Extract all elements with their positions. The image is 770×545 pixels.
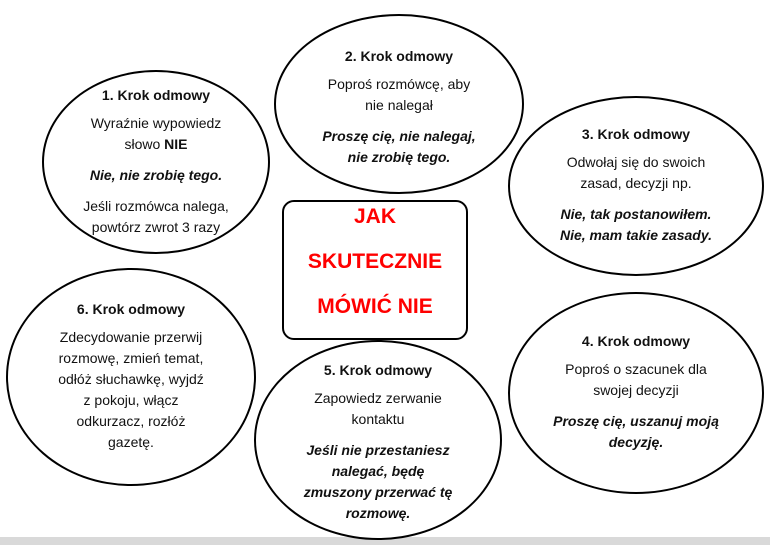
step-2-text: [328, 74, 470, 116]
step-6-text-line4: z pokoju, włącz: [83, 392, 179, 408]
step-1-oval: [42, 70, 270, 254]
step-3-example-line2: Nie, mam takie zasady.: [559, 227, 712, 243]
step-3-example-line1: Nie, tak postanowiłem.: [560, 206, 712, 222]
step-1-extra: [83, 196, 229, 238]
step-4-oval: [508, 292, 764, 494]
step-5-text-line1: Zapowiedz zerwanie: [314, 390, 442, 406]
step-2-example-line2: nie zrobię tego.: [347, 149, 451, 165]
step-2-example: [322, 126, 475, 168]
step-1-example: Nie, nie zrobię tego.: [89, 166, 223, 183]
step-4-text: [565, 359, 707, 401]
step-3-example: [560, 204, 712, 246]
step-6-text-line2: rozmowę, zmień temat,: [58, 350, 204, 366]
step-5-oval: [254, 340, 502, 540]
step-6-text-line5: odkurzacz, rozłóż: [76, 413, 186, 429]
step-5-example: [304, 440, 453, 524]
step-5-example-line2: nalegać, będę: [331, 463, 425, 479]
center-title-line3: MÓWIĆ NIE: [317, 295, 433, 318]
step-2-text-line1: Poproś rozmówcę, aby: [327, 76, 471, 92]
step-1-text: [91, 113, 222, 155]
step-1-title: 1. Krok odmowy: [101, 86, 211, 103]
step-4-example-line1: Proszę cię, uszanuj moją: [553, 413, 719, 429]
step-5-example-line1: Jeśli nie przestaniesz: [306, 442, 450, 458]
step-4-title: 4. Krok odmowy: [581, 333, 691, 349]
center-title-line1: JAK: [353, 205, 396, 228]
step-6-oval: [6, 268, 256, 486]
step-6-text-line1: Zdecydowanie przerwij: [59, 329, 203, 345]
step-6-text-line3: odłóż słuchawkę, wyjdź: [58, 371, 204, 387]
step-4-text-line1: Poproś o szacunek dla: [565, 361, 707, 377]
step-5-text: [314, 388, 442, 430]
step-5-example-line4: rozmowę.: [345, 505, 411, 521]
step-3-text: [567, 152, 706, 194]
step-5-text-line2: kontaktu: [351, 411, 405, 427]
step-4-example: [553, 411, 719, 453]
step-2-oval: [274, 14, 524, 194]
center-title-line2: SKUTECZNIE: [307, 250, 443, 273]
step-5-example-line3: zmuszony przerwać tę: [303, 484, 453, 500]
step-6-text-line6: gazetę.: [108, 434, 154, 450]
step-6-text: [58, 327, 204, 453]
step-4-example-line2: decyzję.: [608, 434, 664, 450]
step-1-extra-line1: Jeśli rozmówca nalega,: [83, 197, 229, 214]
step-2-example-line1: Proszę cię, nie nalegaj,: [322, 128, 476, 144]
step-4-text-line2: swojej decyzji: [593, 382, 679, 398]
center-title-box: [282, 200, 468, 340]
step-3-oval: [508, 96, 764, 276]
step-3-title: 3. Krok odmowy: [581, 126, 691, 142]
step-1-text-line1: Wyraźnie wypowiedz: [90, 114, 222, 131]
step-1-nie-word: NIE: [164, 135, 188, 152]
step-1-text-line2-pre: słowo: [124, 135, 165, 152]
step-2-title: 2. Krok odmowy: [344, 48, 454, 64]
step-3-text-line1: Odwołaj się do swoich: [566, 154, 706, 170]
step-3-text-line2: zasad, decyzji np.: [580, 175, 692, 191]
step-1-extra-line2: powtórz zwrot 3 razy: [91, 218, 221, 235]
step-5-title: 5. Krok odmowy: [323, 362, 433, 378]
step-2-text-line2: nie nalegał: [365, 97, 433, 113]
step-6-title: 6. Krok odmowy: [76, 301, 186, 317]
